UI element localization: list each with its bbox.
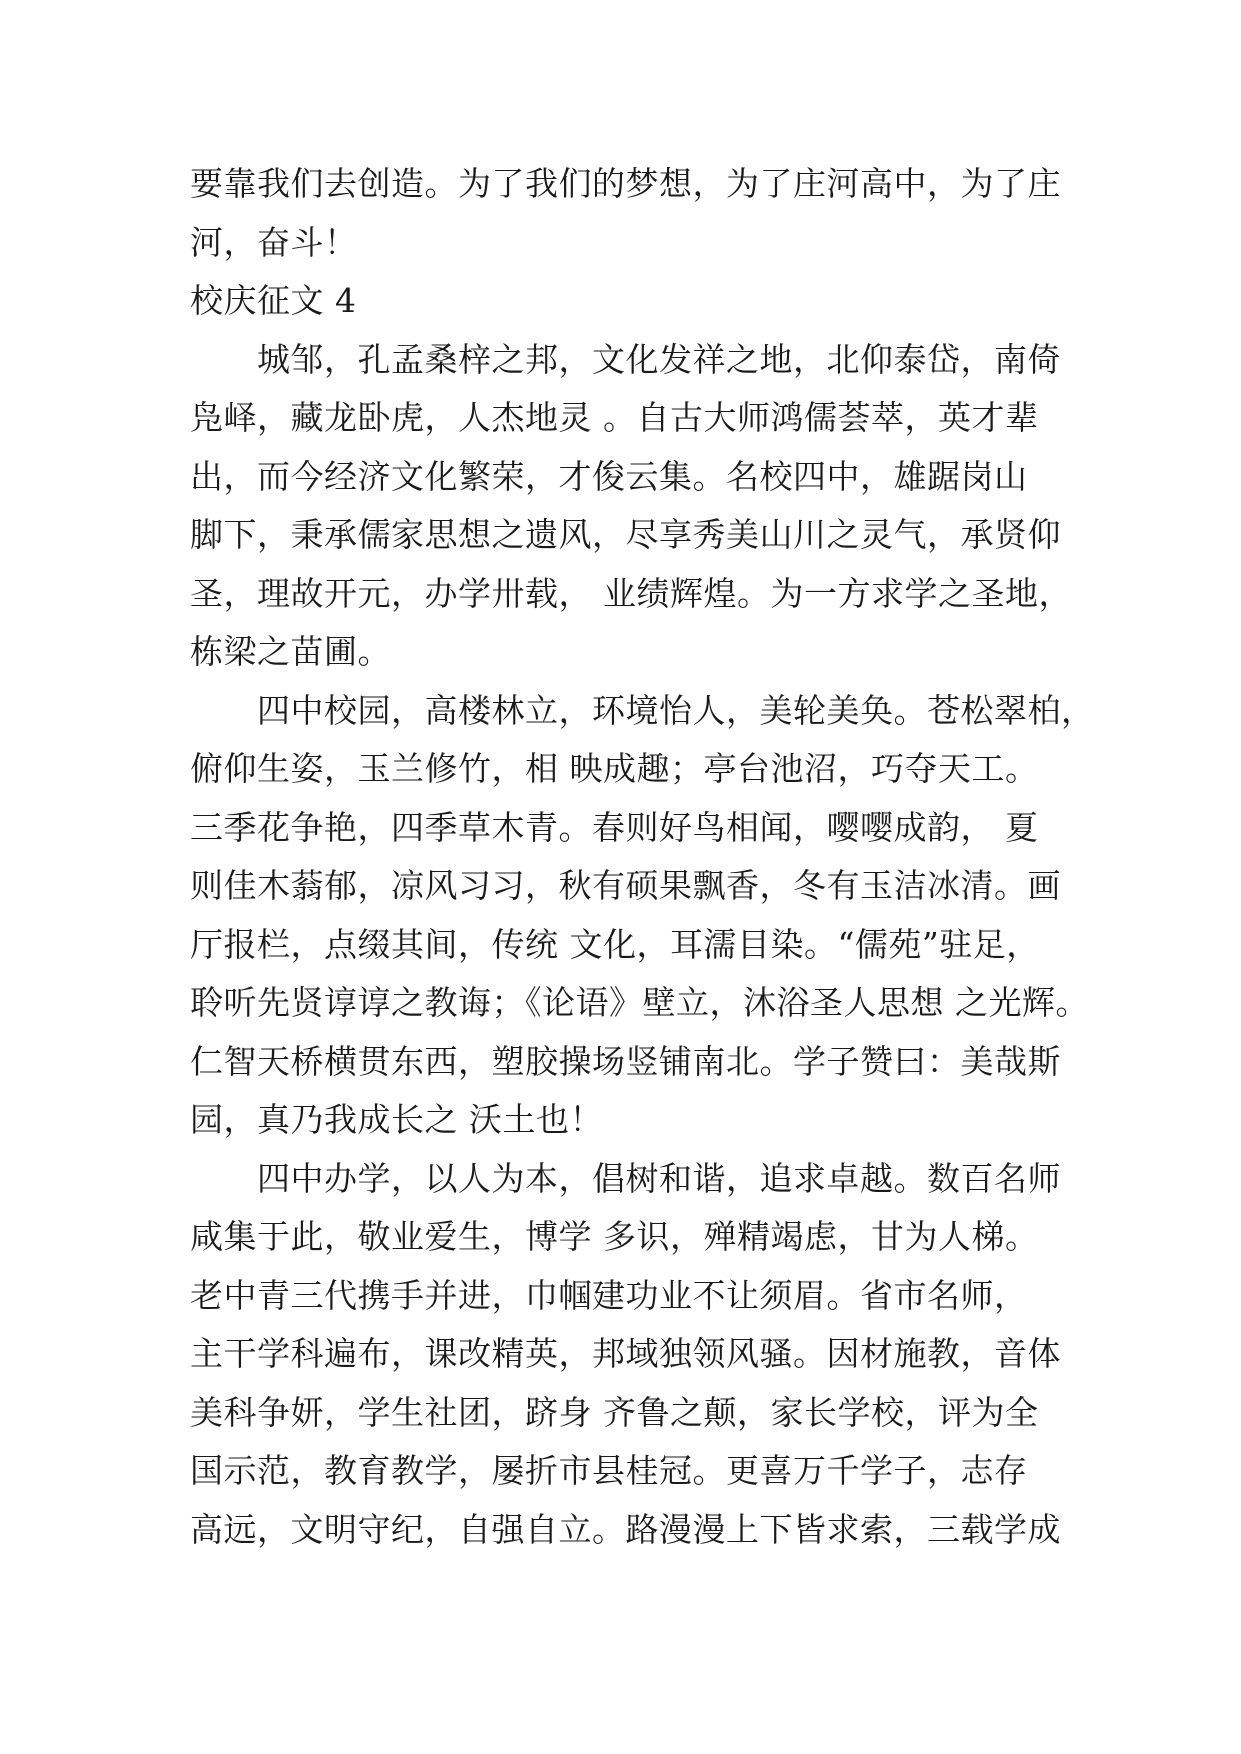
text-line: 园，真乃我成长之 沃土也！: [190, 1100, 603, 1139]
text-line: 栋梁之苗圃。: [190, 632, 391, 671]
text-line: 则佳木蓊郁，凉风习习，秋有硕果飘香，冬有玉洁冰清。画: [190, 866, 1061, 905]
text-line: 河，奋斗！: [190, 222, 358, 262]
text-line: 咸集于此，敬业爱生，博学 多识，殚精竭虑，甘为人梯。: [190, 1217, 1039, 1256]
paragraph-first-line: 城邹，孔孟桑梓之邦，文化发祥之地，北仰泰岱，南倚: [257, 339, 1061, 379]
document-page: [190, 155, 1095, 1559]
text-line: 要靠我们去创造。为了我们的梦想，为了庄河高中，为了庄: [190, 164, 1061, 203]
paragraph-first-line: 四中校园，高楼林立，环境怡人，美轮美奂。苍松翠柏，: [257, 690, 1095, 730]
text-line: 老中青三代携手并进，巾帼建功业不让须眉。省市名师，: [190, 1275, 1028, 1315]
text-line: 圣，理故开元，办学卅载， 业绩辉煌。为一方求学之圣地，: [190, 573, 1072, 613]
paragraph-first-line: 四中办学，以人为本，倡树和谐，追求卓越。数百名师: [257, 1158, 1061, 1198]
text-line: 脚下，秉承儒家思想之遗风，尽享秀美山川之灵气，承贤仰: [190, 515, 1061, 554]
text-line: 仁智天桥横贯东西，塑胶操场竖铺南北。学子赞曰：美哉斯: [190, 1041, 1061, 1081]
text-line: 主干学科遍布，课改精英，邦域独领风骚。因材施教，音体: [190, 1334, 1061, 1373]
text-line: 美科争妍，学生社团，跻身 齐鲁之颠，家长学校，评为全: [190, 1392, 1039, 1432]
text-line: 凫峄，藏龙卧虎，人杰地灵 。自古大师鸿儒荟萃，英才辈: [190, 398, 1039, 437]
section-heading: 校庆征文 4: [190, 281, 357, 320]
text-line: 出，而今经济文化繁荣，才俊云集。名校四中，雄踞岗山: [190, 456, 1028, 496]
text-line: 俯仰生姿，玉兰修竹，相 映成趣；亭台池沼，巧夺天工。: [190, 749, 1039, 788]
text-line: 高远，文明守纪，自强自立。路漫漫上下皆求索，三载学成: [190, 1509, 1061, 1549]
text-line: 厅报栏，点缀其间，传统 文化，耳濡目染。“儒苑”驻足，: [190, 924, 1040, 964]
text-line: 聆听先贤谆谆之教诲；《论语》壁立，沐浴圣人思想 之光辉。: [190, 983, 1089, 1022]
text-line: 三季花争艳，四季草木青。春则好鸟相闻，嘤嘤成韵， 夏: [190, 807, 1039, 847]
text-line: 国示范，教育教学，屡折市县桂冠。更喜万千学子，志存: [190, 1451, 1028, 1490]
